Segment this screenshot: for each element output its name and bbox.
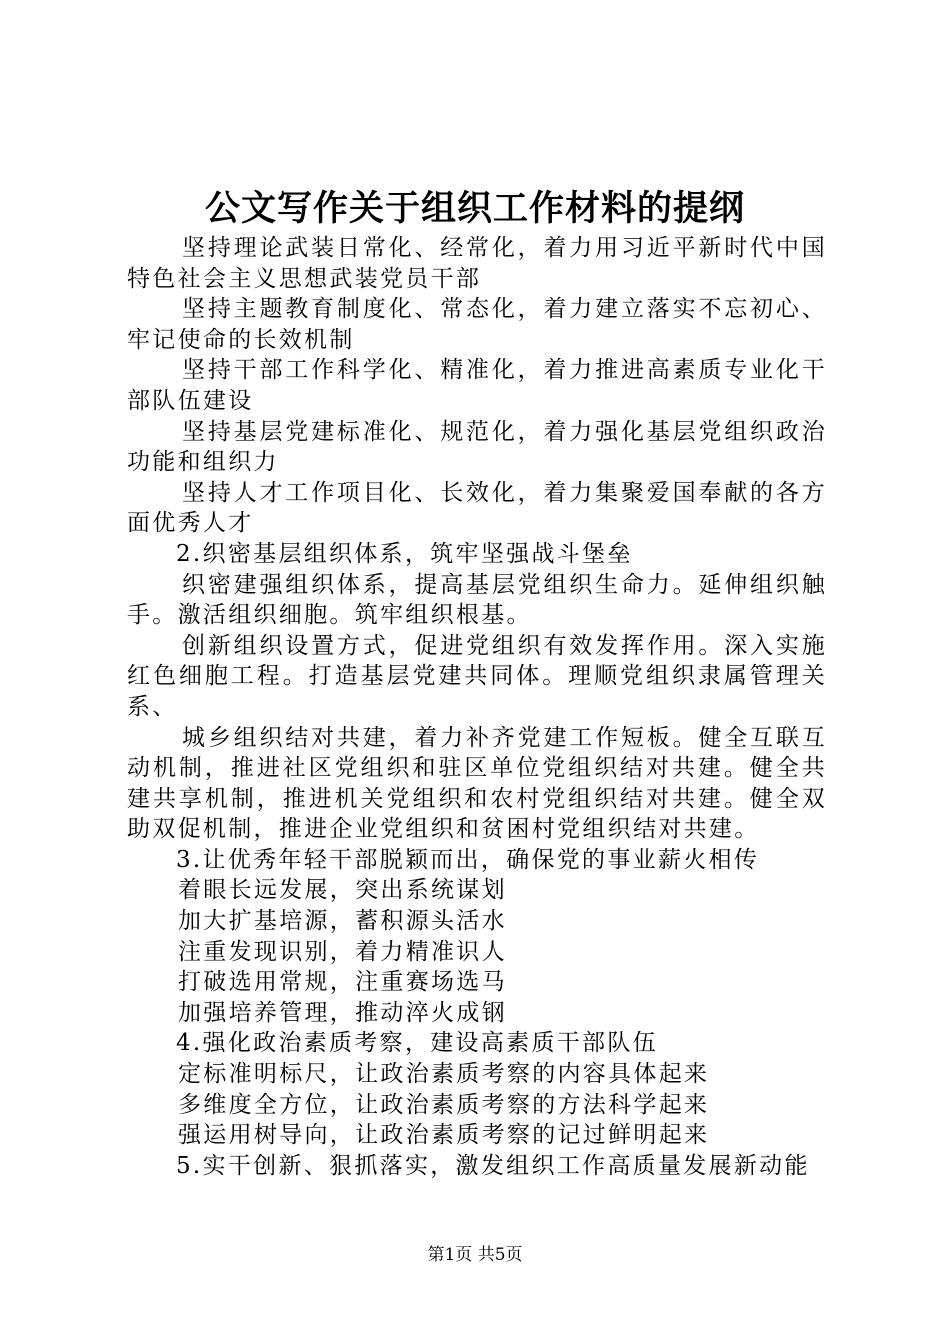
section-heading: 2.织密基层组织体系，筑牢坚强战斗堡垒 — [176, 540, 633, 567]
section-heading: 4.强化政治素质考察，建设高素质干部队伍 — [176, 1030, 658, 1057]
paragraph: 坚持理论武装日常化、经常化，着力用习近平新时代中国特色社会主义思想武装党员干部 — [127, 235, 827, 292]
sub-point: 强运用树导向，让政治素质考察的记过鲜明起来 — [178, 1122, 710, 1149]
section-heading: 3.让优秀年轻干部脱颖而出，确保党的事业薪火相传 — [176, 846, 760, 873]
document-body — [127, 233, 827, 1181]
document-title: 公文写作关于组织工作材料的提纲 — [204, 188, 745, 229]
sub-point: 打破选用常规，注重赛场选马 — [178, 969, 507, 996]
paragraph: 坚持干部工作科学化、精准化，着力推进高素质专业化干部队伍建设 — [127, 357, 827, 414]
sub-point: 加强培养管理，推动淬火成钢 — [178, 999, 507, 1026]
section-heading: 5.实干创新、狠抓落实，激发组织工作高质量发展新动能 — [176, 1152, 810, 1179]
sub-point: 注重发现识别，着力精准识人 — [178, 938, 507, 965]
paragraph: 城乡组织结对共建，着力补齐党建工作短板。健全互联互动机制，推进社区党组织和驻区单位党组织结对共建。健全共建共享机制，推进机关党组织和农村党组织结对共建。健全双助双促机制，推进企业党组织和贫困村党组织结对共建。 — [127, 724, 827, 843]
paragraph: 坚持基层党建标准化、规范化，着力强化基层党组织政治功能和组织力 — [127, 418, 827, 476]
paragraph: 创新组织设置方式，促进党组织有效发挥作用。深入实施红色细胞工程。打造基层党建共同体。理顺党组织隶属管理关系、 — [127, 632, 827, 720]
paragraph: 坚持人才工作项目化、长效化，着力集聚爱国奉献的各方面优秀人才 — [127, 479, 827, 537]
sub-point: 着眼长远发展，突出系统谋划 — [178, 877, 507, 904]
page-footer: 第1页 共5页 — [427, 1245, 523, 1265]
sub-point: 多维度全方位，让政治素质考察的方法科学起来 — [178, 1091, 710, 1118]
sub-point: 定标准明标尺，让政治素质考察的内容具体起来 — [178, 1061, 710, 1088]
paragraph: 坚持主题教育制度化、常态化，着力建立落实不忘初心、牢记使命的长效机制 — [127, 296, 827, 353]
sub-point: 加大扩基培源，蓄积源头活水 — [178, 908, 507, 935]
paragraph: 织密建强组织体系，提高基层党组织生命力。延伸组织触手。激活组织细胞。筑牢组织根基。 — [127, 571, 827, 629]
